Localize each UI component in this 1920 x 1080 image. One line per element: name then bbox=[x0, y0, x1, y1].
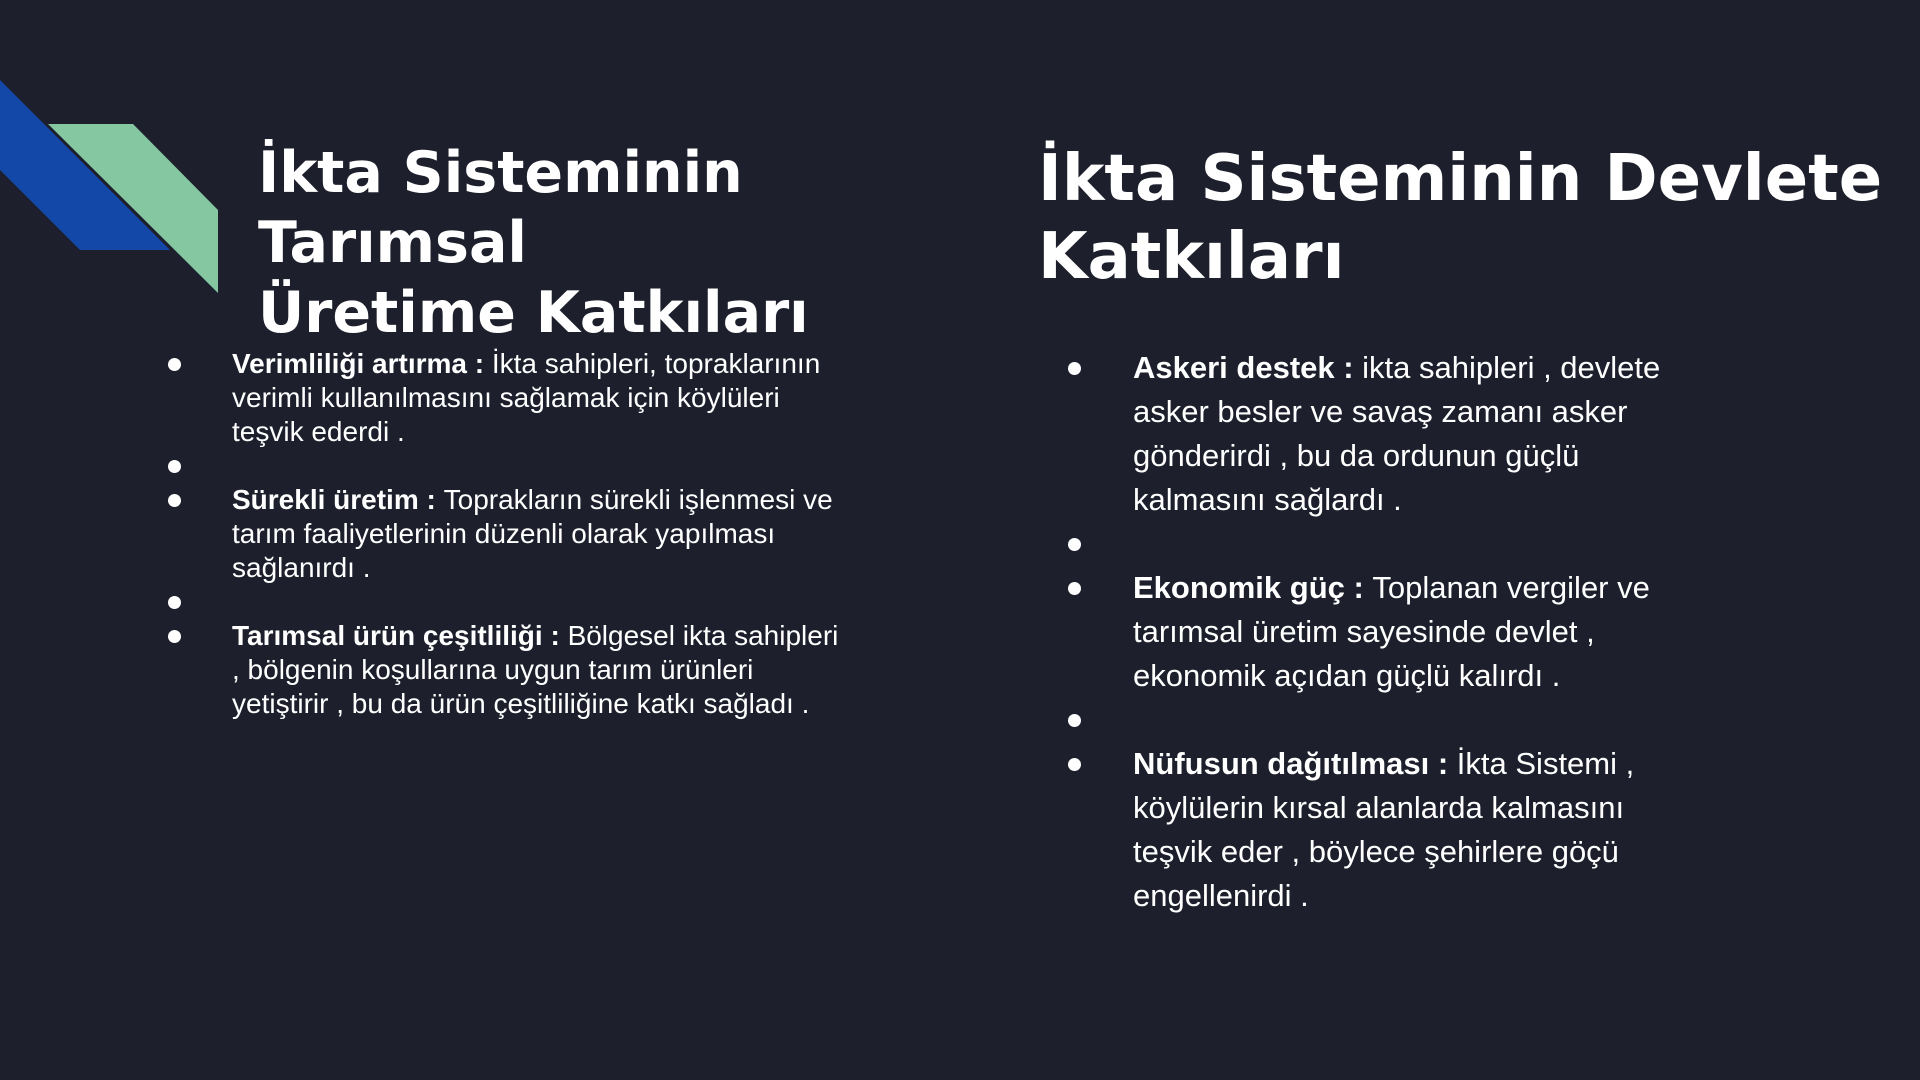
left-title-line2: Üretime Katkıları bbox=[258, 280, 809, 346]
item-text: İkta sahipleri, topraklarının verimli kullanılmasını sağlamak için köylüleri teşvik ederdi . bbox=[232, 348, 821, 447]
item-term: Tarımsal ürün çeşitliliği : bbox=[232, 620, 568, 651]
item-term: Nüfusun dağıtılması : bbox=[1133, 746, 1457, 781]
item-text: Toplanan vergiler ve tarımsal üretim sayesinde devlet , ekonomik açıdan güçlü kalırdı . bbox=[1133, 570, 1650, 693]
empty-list-item bbox=[165, 585, 845, 619]
left-title bbox=[258, 138, 1018, 348]
list-item bbox=[1065, 566, 1705, 698]
item-term: Ekonomik güç : bbox=[1133, 570, 1373, 605]
right-title bbox=[1038, 140, 1918, 296]
left-bullet-list bbox=[165, 347, 845, 721]
item-term: Verimliliği artırma : bbox=[232, 348, 492, 379]
list-item bbox=[1065, 742, 1705, 918]
right-bullet-list bbox=[1065, 346, 1705, 918]
right-title-line2: Katkıları bbox=[1038, 220, 1345, 294]
item-text: İkta Sistemi , köylülerin kırsal alanlarda kalmasını teşvik eder , böylece şehirlere göçü engellenirdi . bbox=[1133, 746, 1635, 913]
list-item bbox=[165, 347, 845, 449]
corner-decoration bbox=[0, 0, 230, 300]
left-title-line1: İkta Sisteminin Tarımsal bbox=[258, 140, 743, 276]
item-term: Askeri destek : bbox=[1133, 350, 1363, 385]
right-title-line1: İkta Sisteminin Devlete bbox=[1038, 142, 1883, 216]
empty-list-item bbox=[165, 449, 845, 483]
item-text: ikta sahipleri , devlete asker besler ve savaş zamanı asker gönderirdi , bu da ordunun güçlü kalmasını sağlardı . bbox=[1133, 350, 1661, 517]
item-text: Bölgesel ikta sahipleri , bölgenin koşullarına uygun tarım ürünleri yetiştirir , bu da ürün çeşitliliğine katkı sağladı . bbox=[232, 620, 839, 719]
empty-list-item bbox=[1065, 522, 1705, 566]
item-term: Sürekli üretim : bbox=[232, 484, 444, 515]
list-item bbox=[165, 619, 845, 721]
list-item bbox=[165, 483, 845, 585]
list-item bbox=[1065, 346, 1705, 522]
item-text: Toprakların sürekli işlenmesi ve tarım faaliyetlerinin düzenli olarak yapılması sağlanırdı . bbox=[232, 484, 833, 583]
empty-list-item bbox=[1065, 698, 1705, 742]
